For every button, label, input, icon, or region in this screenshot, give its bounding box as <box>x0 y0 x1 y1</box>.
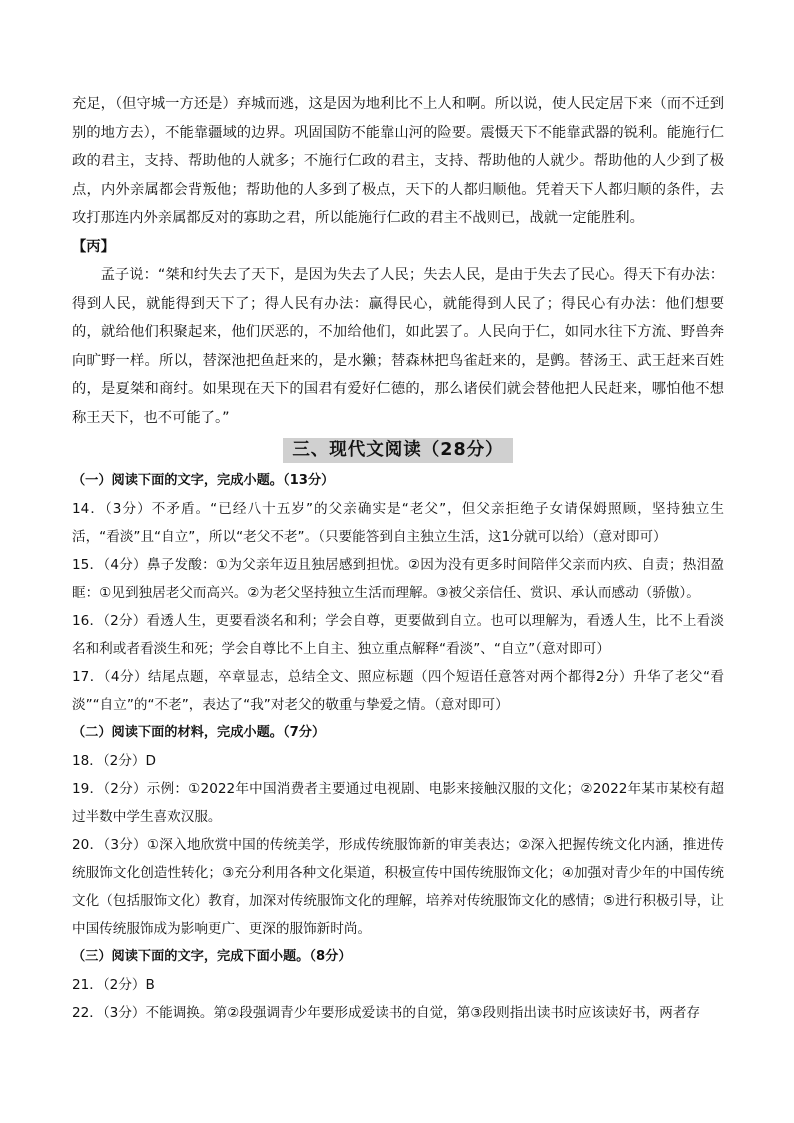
answer-15: 15．（4分）鼻子发酸：①为父亲年迈且独居感到担忧。②因为没有更多时间陪伴父亲而内疚、自责；热泪盈眶：①见到独居老父而高兴。②为老父坚持独立生活而理解。③被父亲信任、赏识、承认而感动（骄傲）。 <box>72 557 724 601</box>
answer-22: 22．（3分）不能调换。第②段强调青少年要形成爱读书的自觉，第③段则指出读书时应该读好书，两者存 <box>72 1005 701 1021</box>
answer-16: 16．（2分）看透人生，更要看淡名和利；学会自尊，更要做到自立。也可以理解为，看透人生，比不上看淡名和利或者看淡生和死；学会自尊比不上自主、独立重点解释“看淡”、“自立”（意对即可） <box>72 613 724 657</box>
passage-bing-label: 【丙】 <box>72 238 115 255</box>
answer-17: 17．（4分）结尾点题，卒章显志，总结全文、照应标题（四个短语任意答对两个都得2分）升华了老父“看淡”“自立”的“不老”，表达了“我”对老父的敬重与挚爱之情。（意对即可） <box>72 669 724 713</box>
part2-heading: （二）阅读下面的材料，完成小题。（7分） <box>72 725 326 740</box>
answer-20: 20．（3分）①深入地欣赏中国的传统美学，形成传统服饰新的审美表达；②深入把握传统文化内涵，推进传统服饰文化创造性转化；③充分利用各种文化渠道，积极宣传中国传统服饰文化；④加强对青少年的中国传统文化（包括服饰文化）教育，加深对传统服饰文化的理解，培养对传统服饰文化的感情；⑤进行积极引导，让中国传统服饰成为影响更广、更深的服饰新时尚。 <box>72 837 724 937</box>
answer-19: 19．（2分）示例：①2022年中国消费者主要通过电视剧、电影来接触汉服的文化；②2022年某市某校有超过半数中学生喜欢汉服。 <box>72 781 724 825</box>
passage-bing-text: 孟子说：“桀和纣失去了天下，是因为失去了人民；失去人民，是由于失去了民心。得天下有办法：得到人民，就能得到天下了；得人民有办法：赢得民心，就能得到人民了；得民心有办法：他们想要的，就给他们积聚起来，他们厌恶的，不加给他们，如此罢了。人民向于仁，如同水往下方流、野兽奔向旷野一样。所以，替深池把鱼赶来的，是水獭；替森林把鸟雀赶来的，是鹯。替汤王、武王赶来百姓的，是夏桀和商纣。如果现在天下的国君有爱好仁德的，那么诸侯们就会替他把人民赶来，哪怕他不想称王天下，也不可能了。” <box>72 267 724 426</box>
section-heading-wrap <box>72 438 724 463</box>
answer-14: 14．（3分）不矛盾。“已经八十五岁”的父亲确实是“老父”，但父亲拒绝子女请保姆照顾，坚持独立生活，“看淡”且“自立”，所以“老父不老”。（只要能答到自主独立生活，这1分就可以给）（意对即可） <box>72 501 724 545</box>
part1-heading: （一）阅读下面的文字，完成小题。（13分） <box>72 473 335 488</box>
page-content <box>72 90 724 1027</box>
section-title: 三、现代文阅读（28分） <box>283 438 512 463</box>
answer-18: 18．（2分）D <box>72 753 156 769</box>
passage-yi-tail: 充足，（但守城一方还是）弃城而逃，这是因为地利比不上人和啊。所以说，使人民定居下来（而不迁到别的地方去），不能靠疆域的边界。巩固国防不能靠山河的险要。震慑天下不能靠武器的锐利。能施行仁政的君主，支持、帮助他的人就多；不施行仁政的君主，支持、帮助他的人就少。帮助他的人少到了极点，内外亲属都会背叛他；帮助他的人多到了极点，天下的人都归顺他。凭着天下人都归顺的条件，去攻打那连内外亲属都反对的寡助之君，所以能施行仁政的君主不战则已，战就一定能胜利。 <box>72 96 724 226</box>
answer-21: 21．（2分）B <box>72 977 155 993</box>
part3-heading: （三）阅读下面的文字，完成下面小题。（8分） <box>72 949 352 964</box>
